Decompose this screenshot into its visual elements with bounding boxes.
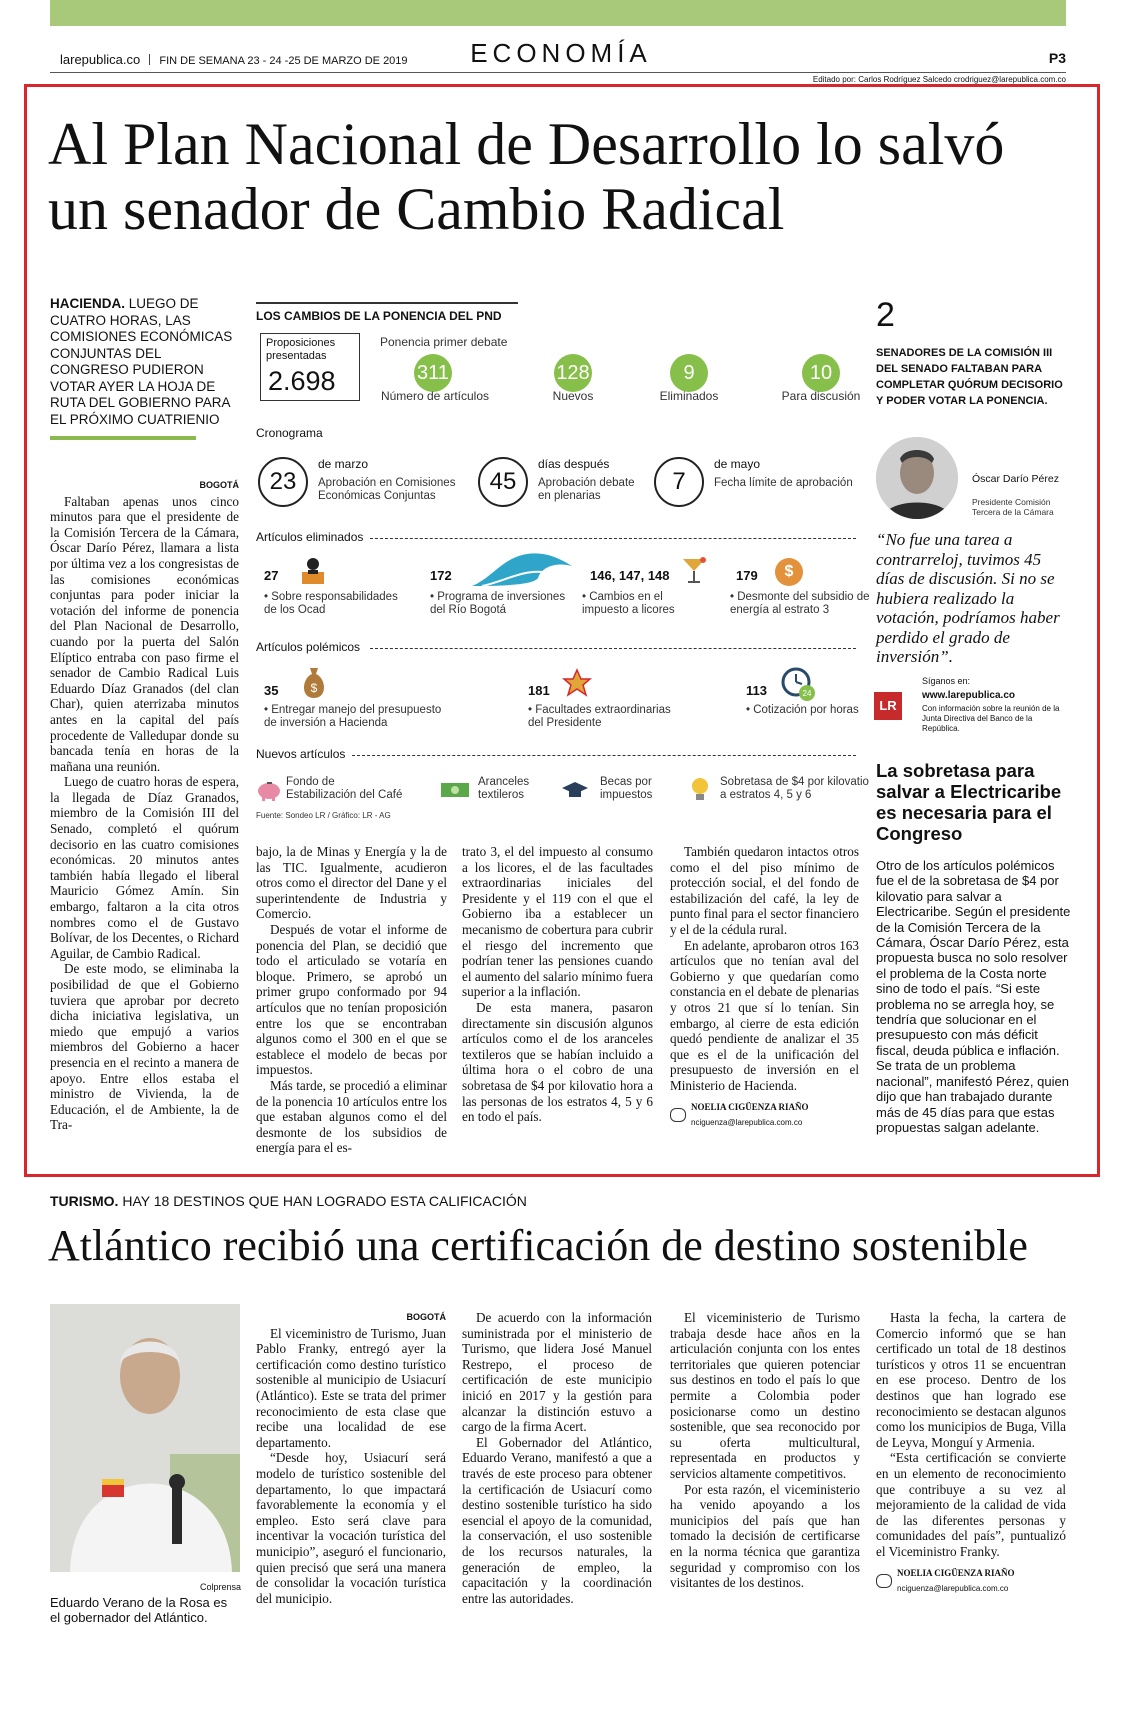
paragraph: De este modo, se eliminaba la posibilidad de que el Gobierno tuviera que aprobar por decreto dicha iniciativa legislativa, un miedo que empujó a varios miembros del Gobierno a hacer presencia en el recinto a manera de apoyo. Entre ellos estaba el ministro de Vivienda, la de Educación, el de Ambiente, la de Tra- [50,961,239,1133]
eliminados-label: Artículos eliminados [256,530,364,544]
governor-photo [50,1304,240,1572]
article-desc: • Sobre responsabilidades de los Ocad [264,591,398,616]
paragraph: Faltaban apenas unos cinco minutos para que el presidente de la Comisión Tercera de la Cámara, Óscar Darío Pérez, llamara a lista por última vez a los congresistas de las comisiones económicas conjuntas para poder iniciar la votación del informe de ponencia del Plan Nacional de Desarrollo, cuando por la puerta del Salón Elíptico entraba con paso firme el senador de Cambio Radical Luis Eduardo Díaz Granados (del clan Char), quien aterrizaba minutos antes en la capital del país procedente de Valledupar donde su bancada tenía en horas de la mañana una reunión. [50,493,239,774]
main-kicker [50,296,235,428]
new-article-desc: Sobretasa de $4 por kilovatio a estratos 4, 5 y 6 [720,776,869,801]
byline-email[interactable]: nciguenza@larepublica.com.co [691,1118,803,1128]
site-name[interactable]: larepublica.co [60,52,141,67]
cronograma-title: días después [538,457,610,471]
follow-label: Síganos en: [922,676,971,686]
money-bag-icon [300,664,328,700]
second-column-2 [462,1310,652,1606]
photo-credit: Colprensa [200,1582,242,1592]
second-kicker-text: HAY 18 DESTINOS QUE HAN LOGRADO ESTA CALIFICACIÓN [122,1193,527,1209]
paragraph: bajo, la de Minas y Energía y la de las TIC. Igualmente, acudieron otros como el director del Dane y el superintendente de Industria y Comercio. [256,844,447,922]
website-desc: Con información sobre la reunión de la Junta Directiva del Banco de la República. [922,704,1060,733]
sidebar-big-number: 2 [876,296,895,334]
paragraph: De acuerdo con la información suministrada por el ministerio de Turismo, que lidera José Manuel Restrepo, el proceso de certificación de este municipio inició en 2017 y la gestión para alcanzar la distinción estuvo a cargo de la firma Acert. [462,1310,652,1435]
second-column-3 [670,1310,860,1591]
main-headline: Al Plan Nacional de Desarrollo lo salvó un senador de Cambio Radical [48,111,1005,242]
section-title: ECONOMÍA [470,38,652,68]
second-column-1 [256,1310,446,1606]
article-number: 35 [264,683,279,698]
stat-label: Número de artículos [380,389,490,403]
sidebar-body: Otro de los artículos polémicos fue el de la sobretasa de $4 por kilovatio para salvar a Electricaribe. Según el presidente de la Comisión Tercera de la Cámara, Óscar Darío Pérez, esta propuesta busca no solo resolver el problema de la Costa norte sino de todo el país. “Si este problema no se arregla hoy, se tendría que solucionar en el presupuesto con más déficit fiscal, deuda pública e inflación. Se trata de un problema nacional”, manifestó Pérez, quien dijo que han trabajado durante más de 45 días para que estas propuestas salgan adelante. [876,858,1071,1135]
date-ring: 45 [478,457,528,507]
nuevos-label: Nuevos artículos [256,747,346,761]
paragraph: Más tarde, se procedió a eliminar de la ponencia 10 artículos entre los que estaban algunos como el del desmonte de los subsidios de energía para el es- [256,1077,447,1156]
header-rule [50,72,1066,73]
photo-caption: Eduardo Verano de la Rosa es el gobernador del Atlántico. [50,1595,228,1625]
clock-24-icon [780,666,816,702]
editor-credit: Editado por: Carlos Rodríguez Salcedo crodriguez@larepublica.com.co [812,75,1066,84]
wave-icon [472,548,572,588]
cronograma-desc: Aprobación debate en plenarias [538,477,635,502]
chat-icon [876,1574,892,1588]
stat-label: Eliminados [659,389,719,403]
stat-circle: 128 [554,354,592,392]
dateline: BOGOTÁ [199,480,239,490]
paragraph: “Desde hoy, Usiacurí será modelo de turístico sostenible del departamento, lo que impactará favorablemente la economía y el empleo. Esto será clave para incentivar la vocación turística del municipio”, aseguró el funcionario, quien precisó que será una manera de consolidar la vocación turística del municipio. [256,1450,446,1606]
article-desc: • Cambios en el impuesto a licores [582,591,675,616]
infographic-source: Fuente: Sondeo LR / Gráfico: LR - AG [256,811,391,820]
banknotes-icon [440,780,470,800]
cronograma-label: Cronograma [256,426,323,440]
lr-logo-icon: LR [874,692,902,720]
official-icon [298,556,328,586]
section-divider [352,755,856,756]
article-desc: • Programa de inversiones del Río Bogotá [430,591,566,616]
main-column-1 [50,478,239,1133]
cronograma-title: de mayo [714,457,761,471]
stat-label: Nuevos [552,389,594,403]
piggy-bank-icon [256,776,282,802]
byline-email[interactable]: nciguenza@larepublica.com.co [897,1584,1009,1594]
paragraph: De esta manera, pasaron directamente sin discusión algunos artículos como el de los aranceles textileros que se habían incluido a última hora o el cobro de una sobretasa de $4 por kilovatio hora a las personas de los estratos 4, 5 y 6 en todo el país. [462,999,653,1125]
article-desc: • Facultades extraordinarias del Presidente [528,704,671,729]
kicker-rule [50,436,196,440]
paragraph: Después de votar el informe de ponencia del Plan, se decidió que todo el articulado se votaría en bloque. Primero, se aprobó un primer grupo conformado por 94 artículos que no tenían proposición entre los que se encontraban algunos como el 300 en el que se establece el modelo de becas por impuestos. [256,921,447,1078]
main-column-2 [256,844,447,1156]
paragraph: En adelante, aprobaron otros 163 artículos que no tenían aval del Gobierno y que quedarían como constancia en el debate de plenarias y otros 21 que sí lo tenían. Sin embargo, al cierre de esta edición quedó pendiente de analizar el 35 que es el de la unificación del presupuesto de inversión en el Ministerio de Hacienda. [670,937,859,1093]
article-number: 172 [430,568,452,583]
new-article-desc: Aranceles textileros [478,776,530,801]
kicker-text: LUEGO DE CUATRO HORAS, LAS COMISIONES ECONÓMICAS CONJUNTAS DEL CONGRESO PUDIERON VOTAR AYER LA HOJA DE RUTA DEL GOBIERNO PARA EL PRÓXIMO CUATRIENIO [50,296,233,427]
polemicos-label: Artículos polémicos [256,640,361,654]
new-article-desc: Fondo de Estabilización del Café [286,776,403,801]
main-column-4 [670,844,859,1131]
sidebar-subhead: La sobretasa para salvar a Electricaribe es necesaria para el Congreso [876,760,1062,844]
byline [670,1100,859,1131]
paragraph: El viceministerio de Turismo trabaja desde hace años en la articulación conjunta con los entes territoriales que quieren potenciar sus destinos en todo el país lo que permite a Colombia poder posicionarse como un destino sostenible, que sea reconocido por su oferta multicultural, representada en productos y servicios altamente competitivos. [670,1310,860,1481]
svg-text:24: 24 [802,689,812,698]
main-column-3 [462,844,653,1125]
article-number: 27 [264,568,279,583]
paragraph: Por esta razón, el viceministerio ha venido apoyando a los municipios del país que han tomado la decisión de certificarse en la norma técnica que garantiza seguridad y compromiso con los visitantes de los destinos. [670,1481,860,1591]
paragraph: Luego de cuatro horas de espera, la llegada de Díaz Granados, miembro de la Comisión III del Senado, completó el quórum decisorio en las cuatro comisiones económicas. 20 minutos antes también había llegado el liberal Mauricio Gómez Amín. Sin embargo, faltaron a la cita otros nombres como el de Gustavo Bolívar, de los Decentes, o Richard Aguilar, de Cambio Radical. [50,774,239,961]
second-headline: Atlántico recibió una certificación de destino sostenible [48,1221,1028,1270]
paragraph: El Gobernador del Atlántico, Eduardo Verano, manifestó a que a través de este proceso para obtener la certificación de Usiacurí como destino sostenible turístico ha sido esencial el apoyo de la comunidad, la conservación, el uso sostenible de los recursos naturales, la generación de empleo, la capacitación y la coordinación entre las autoridades. [462,1434,652,1606]
article-number: 179 [736,568,758,583]
second-kicker-label: TURISMO. [50,1193,119,1209]
date-ring: 23 [258,457,308,507]
stat-circle: 10 [802,354,840,392]
sidebar-caps-text: SENADORES DE LA COMISIÓN III DEL SENADO FALTABAN PARA COMPLETAR QUÓRUM DECISORIO Y PODER VOTAR LA PONENCIA. [876,347,1063,407]
page-number: P3 [1048,50,1066,66]
paragraph: También quedaron intactos otros como el del piso mínimo de protección social, el del fondo de estabilización del café, la ley de punto final para el sector financiero y el de la cédula rural. [670,844,859,937]
svg-text:$: $ [310,681,318,695]
article-number: 113 [746,683,767,698]
new-article-desc: Becas por impuestos [600,776,653,801]
lightbulb-icon [690,776,710,804]
cronograma-title: de marzo [318,457,369,471]
article-number: 146, 147, 148 [590,568,670,583]
person-name: Óscar Darío Pérez [972,473,1059,485]
byline-name: NOELIA CIGÜENZA RIAÑO [897,1567,1015,1578]
section-divider [370,648,856,649]
second-column-4 [876,1310,1066,1597]
graduation-cap-icon [560,780,590,800]
cocktail-icon [680,555,708,585]
byline-name: NOELIA CIGÜENZA RIAÑO [691,1101,809,1112]
ponencia-label: Ponencia primer debate [380,335,508,349]
cronograma-desc: Aprobación en Comisiones Económicas Conjuntas [318,477,456,502]
top-color-bar [50,0,1066,26]
article-desc: • Desmonte del subsidio de energía al estrato 3 [730,591,870,616]
paragraph: trato 3, el del impuesto al consumo a los licores, el de las facultades extraordinarias iniciales del Presidente y el 119 con el que el Gobierno iba a establecer un mecanismo de cobertura para cubrir el riesgo del incremento que podrían tener las pensiones cuando el aumento del salario mínimo fuera superior a la inflación. [462,844,653,1000]
website-link[interactable]: www.larepublica.co [922,690,1015,701]
stat-circle: 311 [414,354,452,392]
kicker-label: HACIENDA. [50,296,126,311]
second-kicker [50,1193,527,1209]
star-badge-icon [562,668,592,698]
chat-icon [670,1108,686,1122]
article-desc: • Cotización por horas [746,704,859,716]
paragraph: “Esta certificación se convierte en un elemento de reconocimiento que contribuye a su vez al mejoramiento de la calidad de vida de las diferentes personas y comunidades del país”, puntualizó el Viceministro Franky. [876,1450,1066,1559]
avatar [876,437,958,519]
person-role: Presidente Comisión Tercera de la Cámara [972,497,1054,517]
dateline: BOGOTÁ [406,1312,446,1322]
proposiciones-value: 2.698 [268,366,336,396]
stat-label: Para discusión [781,389,861,403]
stat-circle: 9 [670,354,708,392]
cronograma-desc: Fecha límite de aprobación [714,477,853,489]
proposiciones-label: Proposiciones presentadas [266,337,336,362]
paragraph: El viceministro de Turismo, Juan Pablo Franky, entregó ayer la certificación como destino turístico sostenible al municipio de Usiacurí (Atlántico). Este se trata del primer reconocimiento de esta clase que recibe una localidad de ese departamento. [256,1325,446,1450]
section-divider [370,538,856,539]
pull-quote: “No fue una tarea a contrarreloj, tuvimos 45 días de discusión. Si no se hubiera realizado la votación, podríamos haber perdido el grado de inversión”. [876,530,1060,666]
date-ring: 7 [654,457,704,507]
issue-date: FIN DE SEMANA 23 - 24 -25 DE MARZO DE 2019 [159,55,408,67]
article-desc: • Entregar manejo del presupuesto de inversión a Hacienda [264,704,442,729]
infographic-title: LOS CAMBIOS DE LA PONENCIA DEL PND [256,302,518,323]
paragraph: Hasta la fecha, la cartera de Comercio informó que se han certificado un total de 18 destinos turísticos y otros 11 se encuentran en ese proceso. Dentro de los destinos que han logrado ese reconocimiento se destacan algunos como los municipios de Buga, Villa de Leyva, Monguí y Armenia. [876,1310,1066,1450]
coin-icon: $ [775,558,803,586]
byline [876,1566,1066,1597]
article-number: 181 [528,683,550,698]
